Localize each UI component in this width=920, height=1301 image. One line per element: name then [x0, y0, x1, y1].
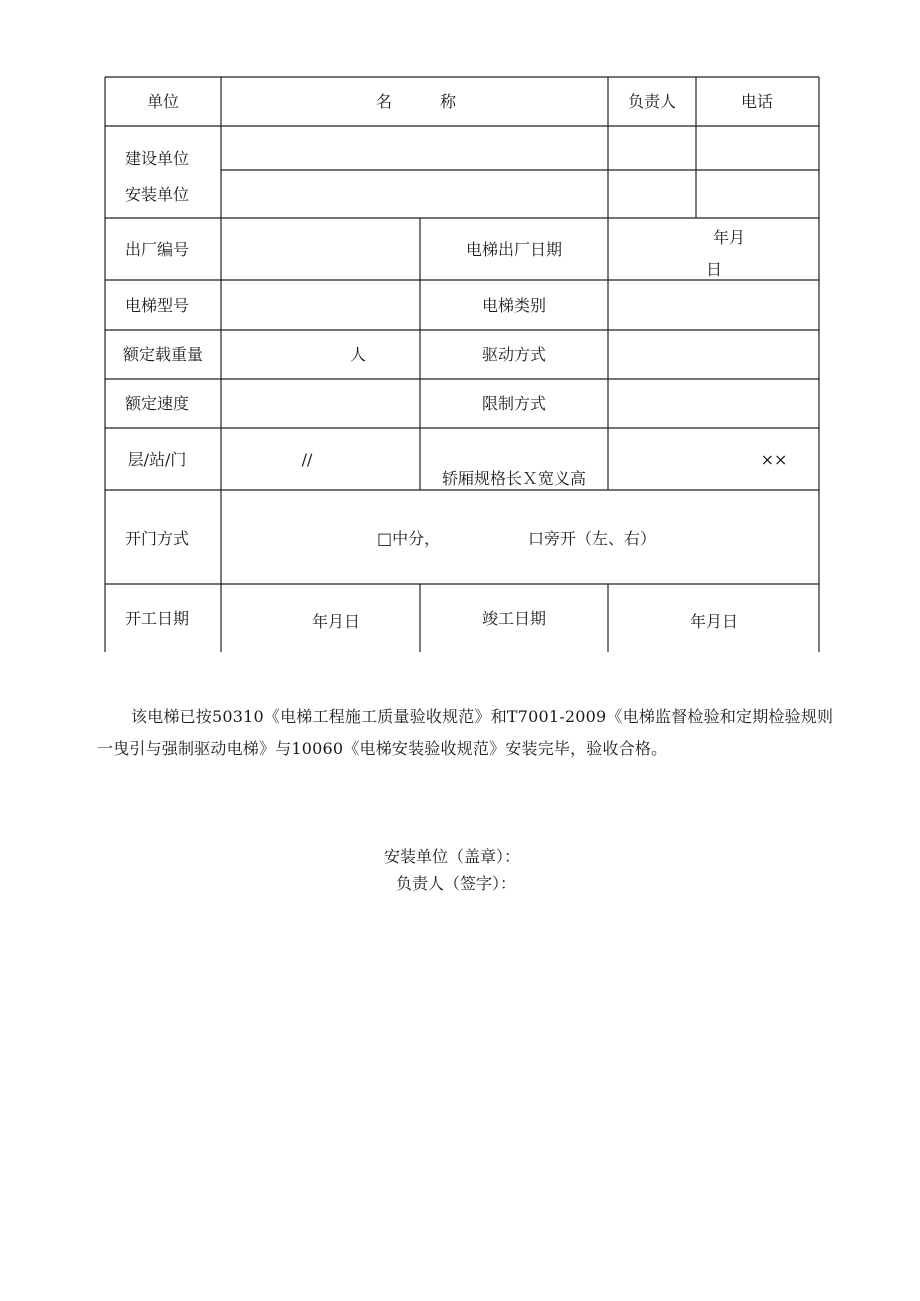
start-date-label: 开工日期 — [124, 609, 190, 628]
acceptance-statement: 该电梯已按50310《电梯工程施工质量验收规范》和T7001-2009《电梯监督检验和定期检验规则一曳引与强制驱动电梯》与10060《电梯安装验收规范》安装完毕，验收合格。 — [97, 707, 834, 758]
car-size-value: ×× — [760, 450, 788, 469]
control-label: 限制方式 — [481, 394, 547, 413]
car-size-label: 轿厢规格长Ｘ宽义高 — [441, 469, 587, 488]
factory-date-label: 电梯出厂日期 — [465, 240, 563, 259]
load-value: 人 — [349, 345, 367, 364]
installation-unit-seal: 安装单位（盖章）： — [384, 847, 521, 866]
floors-label: 层/站/门 — [127, 450, 187, 469]
factory-date-value-d: 日 — [705, 260, 723, 279]
finish-date-value: 年月日 — [689, 612, 739, 631]
header-name: 名 称 — [375, 92, 457, 111]
door-label: 开门方式 — [124, 529, 190, 548]
floors-value: // — [301, 450, 313, 469]
factory-date-value-ym: 年月 — [712, 228, 746, 247]
header-person: 负责人 — [627, 92, 677, 111]
model-label: 电梯型号 — [124, 296, 190, 315]
construction-unit-label: 建设单位 — [124, 149, 190, 168]
responsible-person-signature: 负责人（签字）： — [396, 874, 517, 893]
load-label: 额定载重量 — [122, 345, 204, 364]
category-label: 电梯类别 — [481, 296, 547, 315]
drive-label: 驱动方式 — [481, 345, 547, 364]
door-center-option[interactable]: □中分， — [377, 529, 441, 548]
header-phone: 电话 — [740, 92, 774, 111]
door-side-option[interactable]: 口旁开（左、右） — [528, 529, 657, 548]
factory-no-label: 出厂编号 — [124, 240, 190, 259]
installation-unit-label: 安装单位 — [124, 185, 190, 204]
header-unit: 单位 — [146, 92, 180, 111]
start-date-value: 年月日 — [311, 612, 361, 631]
speed-label: 额定速度 — [124, 394, 190, 413]
finish-date-label: 竣工日期 — [481, 609, 547, 628]
